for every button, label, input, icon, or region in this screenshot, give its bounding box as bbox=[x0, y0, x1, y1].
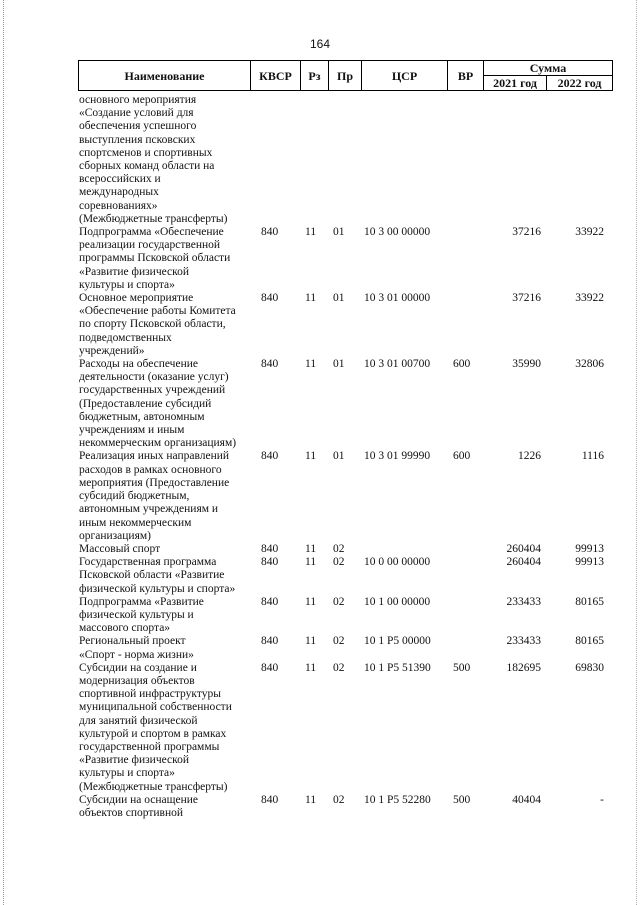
cell-rz: 11 bbox=[305, 635, 317, 648]
cell-name: Подпрограмма «Развитие физической культуры и массового спорта» bbox=[79, 595, 204, 635]
cell-kvsr: 840 bbox=[261, 226, 279, 239]
cell-vr: 500 bbox=[453, 661, 471, 674]
cell-name: Региональный проект «Спорт - норма жизни» bbox=[79, 635, 194, 661]
header-name: Наименование bbox=[79, 61, 251, 91]
cell-sum-2021: 233433 bbox=[506, 635, 541, 648]
cell-name: Субсидии на создание и модернизация объектов спортивной инфраструктуры муниципальной собственности для занятий физической культурой и спортом в рамках государственной программы «Развитие физической культуры и спорта» (Межбюджетные трансферты) bbox=[79, 661, 232, 793]
cell-name: Подпрограмма «Обеспечение реализации государственной программы Псковской области «Развитие физической культуры и спорта» bbox=[79, 226, 231, 291]
cell-pr: 01 bbox=[333, 450, 345, 463]
cell-sum-2021: 37216 bbox=[512, 292, 541, 305]
cell-name: Субсидии на оснащение объектов спортивной bbox=[79, 793, 199, 819]
cell-sum-2022: 1116 bbox=[581, 450, 604, 463]
cell-sum-2022: 33922 bbox=[575, 226, 604, 239]
cell-name: Массовый спорт bbox=[79, 542, 161, 555]
cell-csr: 10 3 01 00700 bbox=[364, 358, 431, 371]
cell-sum-2021: 260404 bbox=[506, 542, 541, 555]
table-row bbox=[0, 556, 640, 596]
header-csr: ЦСР bbox=[362, 61, 448, 91]
cell-csr: 10 3 01 00000 bbox=[364, 292, 431, 305]
cell-name: Основное мероприятие «Обеспечение работы Комитета по спорту Псковской области, подведомственных учреждений» bbox=[79, 292, 236, 357]
cell-name: Государственная программа Псковской области «Развитие физической культуры и спорта» bbox=[79, 556, 236, 595]
cell-rz: 11 bbox=[305, 542, 317, 555]
cell-sum-2021: 260404 bbox=[506, 556, 541, 569]
cell-csr: 10 1 00 00000 bbox=[364, 595, 431, 608]
cell-pr: 02 bbox=[333, 635, 345, 648]
cell-pr: 01 bbox=[333, 292, 345, 305]
cell-csr: 10 1 P5 00000 bbox=[364, 635, 431, 648]
cell-csr: 10 0 00 00000 bbox=[364, 556, 431, 569]
cell-name: Реализация иных направлений расходов в рамках основного мероприятия (Предоставление субсидий бюджетным, автономным учреждениям и иным некоммерческим организациям) bbox=[79, 450, 230, 542]
cell-kvsr: 840 bbox=[261, 358, 279, 371]
cell-sum-2022: 80165 bbox=[575, 635, 604, 648]
cell-sum-2022: 33922 bbox=[575, 292, 604, 305]
cell-sum-2022: - bbox=[600, 793, 604, 806]
cell-kvsr: 840 bbox=[261, 292, 279, 305]
cell-pr: 02 bbox=[333, 595, 345, 608]
table-body bbox=[0, 94, 640, 820]
table-row bbox=[0, 543, 640, 556]
cell-rz: 11 bbox=[305, 595, 317, 608]
header-kvsr: КВСР bbox=[251, 61, 301, 91]
table-row bbox=[0, 596, 640, 636]
cell-vr: 500 bbox=[453, 793, 471, 806]
cell-rz: 11 bbox=[305, 661, 317, 674]
header-year-2022: 2022 год bbox=[547, 76, 613, 91]
cell-rz: 11 bbox=[305, 556, 317, 569]
cell-sum-2022: 80165 bbox=[575, 595, 604, 608]
cell-vr: 600 bbox=[453, 450, 471, 463]
cell-pr: 02 bbox=[333, 661, 345, 674]
cell-pr: 01 bbox=[333, 226, 345, 239]
cell-name: основного мероприятия «Создание условий для обеспечения успешного выступления псковских спортсменов и спортивных сборных команд области на всероссийских и международных соревнованиях» (Межбюджетные трансферты) bbox=[79, 94, 228, 225]
table-row bbox=[0, 450, 640, 542]
cell-sum-2022: 99913 bbox=[575, 556, 604, 569]
cell-sum-2021: 1226 bbox=[518, 450, 541, 463]
cell-rz: 11 bbox=[305, 292, 317, 305]
header-rz: Рз bbox=[301, 61, 329, 91]
cell-pr: 01 bbox=[333, 358, 345, 371]
cell-kvsr: 840 bbox=[261, 793, 279, 806]
cell-csr: 10 3 01 99990 bbox=[364, 450, 431, 463]
cell-sum-2021: 40404 bbox=[512, 793, 541, 806]
table-row bbox=[0, 635, 640, 661]
cell-rz: 11 bbox=[305, 793, 317, 806]
cell-kvsr: 840 bbox=[261, 661, 279, 674]
cell-sum-2021: 182695 bbox=[506, 661, 541, 674]
cell-sum-2022: 69830 bbox=[575, 661, 604, 674]
cell-kvsr: 840 bbox=[261, 635, 279, 648]
cell-name: Расходы на обеспечение деятельности (оказание услуг) государственных учреждений (Предоставление субсидий бюджетным, автономным учреждениям и иным некоммерческим организациям) bbox=[79, 358, 237, 450]
table-row bbox=[0, 794, 640, 820]
cell-sum-2021: 37216 bbox=[512, 226, 541, 239]
cell-csr: 10 3 00 00000 bbox=[364, 226, 431, 239]
cell-sum-2021: 233433 bbox=[506, 595, 541, 608]
cell-sum-2022: 32806 bbox=[575, 358, 604, 371]
cell-kvsr: 840 bbox=[261, 450, 279, 463]
cell-sum-2021: 35990 bbox=[512, 358, 541, 371]
table-row bbox=[0, 358, 640, 450]
header-year-2021: 2021 год bbox=[484, 76, 547, 91]
cell-rz: 11 bbox=[305, 450, 317, 463]
cell-csr: 10 1 P5 51390 bbox=[364, 661, 431, 674]
cell-rz: 11 bbox=[305, 358, 317, 371]
cell-kvsr: 840 bbox=[261, 556, 279, 569]
cell-vr: 600 bbox=[453, 358, 471, 371]
header-vr: ВР bbox=[448, 61, 484, 91]
table-header bbox=[78, 60, 613, 91]
header-pr: Пр bbox=[329, 61, 362, 91]
cell-pr: 02 bbox=[333, 542, 345, 555]
cell-rz: 11 bbox=[305, 226, 317, 239]
header-sum: Сумма bbox=[484, 61, 613, 76]
table-row bbox=[0, 292, 640, 358]
table-row bbox=[0, 662, 640, 794]
cell-kvsr: 840 bbox=[261, 542, 279, 555]
cell-pr: 02 bbox=[333, 556, 345, 569]
table-row bbox=[0, 94, 640, 226]
cell-pr: 02 bbox=[333, 793, 345, 806]
cell-kvsr: 840 bbox=[261, 595, 279, 608]
cell-sum-2022: 99913 bbox=[575, 542, 604, 555]
cell-csr: 10 1 P5 52280 bbox=[364, 793, 431, 806]
table-row bbox=[0, 226, 640, 292]
page-number: 164 bbox=[309, 37, 331, 51]
